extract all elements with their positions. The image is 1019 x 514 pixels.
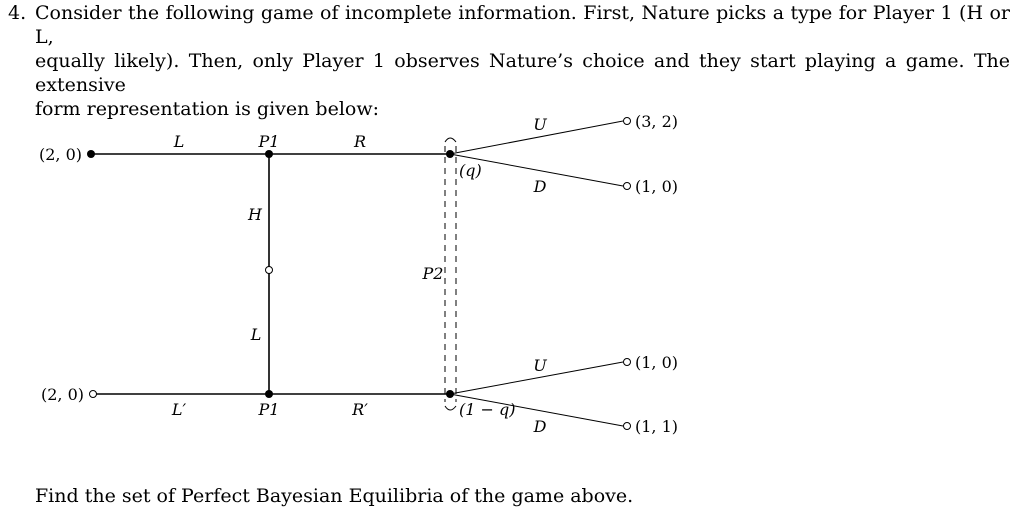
terminal-node-bottom-d [624,423,631,430]
terminal-node-top-d [624,183,631,190]
terminal-node-bottom-left [90,391,97,398]
action-label-bottom-u: U [533,356,547,375]
terminal-node-bottom-u [624,359,631,366]
p2-label: P2 [422,264,444,283]
action-label-top-right: R [353,132,367,151]
question-prompt: Find the set of Perfect Bayesian Equilibria of the game above. [35,485,634,507]
payoff-top-u: (3, 2) [635,112,679,131]
payoff-bottom-d: (1, 1) [635,417,679,436]
action-label-bottom-left: L′ [171,400,187,419]
belief-bottom-label: (1 − q) [459,400,516,419]
problem-line-1: Consider the following game of incomplete information. First, Nature picks a type for Player 1 (H or L, [35,2,1010,48]
payoff-bottom-left: (2, 0) [40,385,84,404]
p2-bottom-node [446,390,454,398]
nature-node [266,267,273,274]
terminal-node-top-u [624,118,631,125]
problem-line-3: form representation is given below: [35,98,379,120]
p2-top-node [446,150,454,158]
nature-type-high-label: H [248,205,262,224]
action-label-top-d: D [533,177,547,196]
action-label-bottom-d: D [533,417,547,436]
payoff-bottom-u: (1, 0) [635,353,679,372]
belief-top-label: (q) [459,161,482,180]
payoff-top-d: (1, 0) [635,177,679,196]
problem-line-2: equally likely). Then, only Player 1 observes Nature’s choice and they start playing a game. The extensive [35,50,1010,96]
p2-information-set [445,138,456,410]
action-label-bottom-right: R′ [352,400,368,419]
action-label-top-u: U [533,115,547,134]
payoff-top-left: (2, 0) [38,145,82,164]
p1-bottom-node [265,390,273,398]
p1-bottom-label: P1 [258,400,280,419]
p1-top-label: P1 [258,132,280,151]
terminal-node-top-left [87,150,95,158]
problem-number: 4. [8,2,27,24]
nature-type-low-label: L [250,325,262,344]
action-label-top-left: L [173,132,185,151]
p1-top-node [265,150,273,158]
